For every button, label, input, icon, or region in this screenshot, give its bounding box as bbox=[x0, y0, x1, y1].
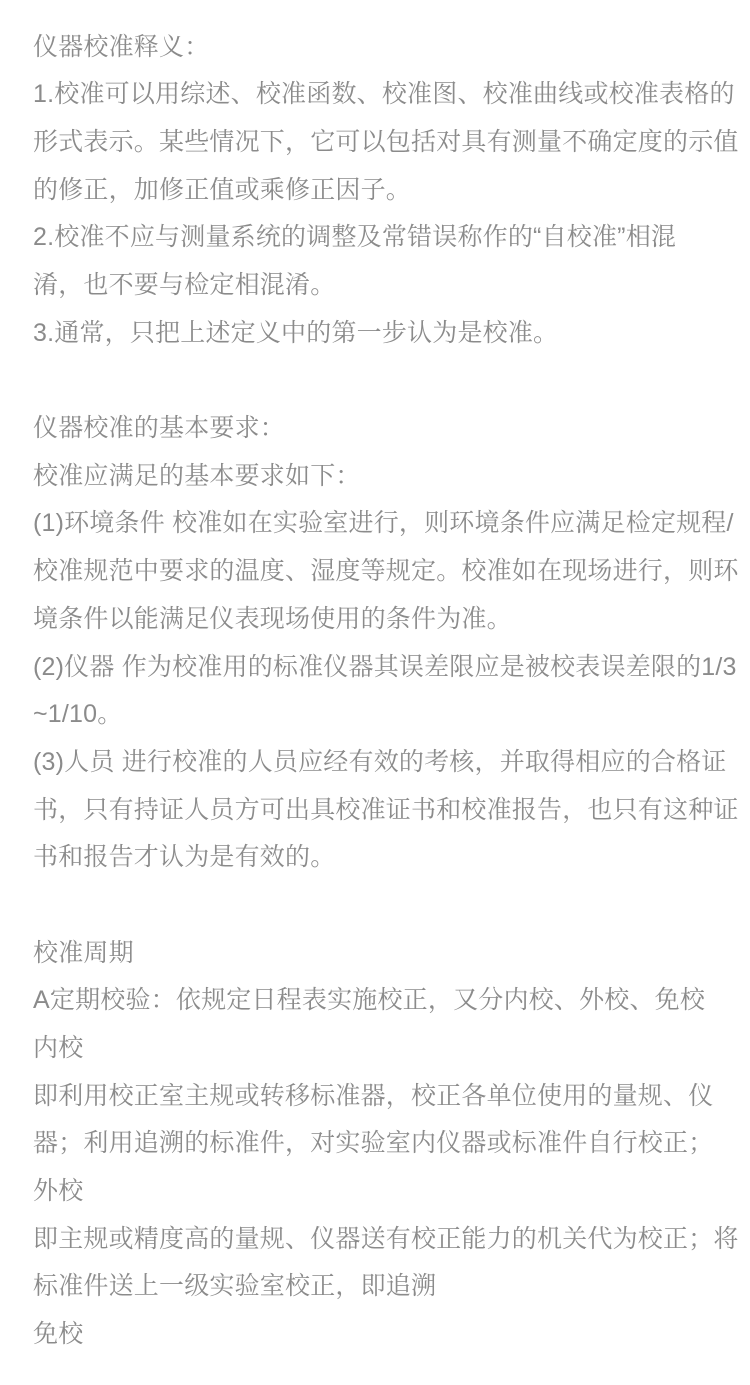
text-line: 3.通常，只把上述定义中的第一步认为是校准。 bbox=[33, 318, 559, 347]
section-calibration-cycle bbox=[33, 930, 739, 1359]
text-line: 2.校准不应与测量系统的调整及常错误称作的“自校准”相混 bbox=[33, 223, 677, 252]
text-line: 外校 bbox=[33, 1177, 84, 1206]
text-line: 淆，也不要与检定相混淆。 bbox=[33, 271, 336, 300]
text-line: A定期校验：依规定日程表实施校正，又分内校、外校、免校 bbox=[33, 986, 706, 1015]
text-line: 器；利用追溯的标准件，对实验室内仪器或标准件自行校正； bbox=[33, 1129, 714, 1158]
text-line: 仪器校准的基本要求： bbox=[33, 414, 286, 443]
text-line: 标准件送上一级实验室校正，即追溯 bbox=[33, 1272, 437, 1301]
text-line: 校准规范中要求的温度、湿度等规定。校准如在现场进行，则环 bbox=[33, 557, 739, 586]
text-line: 1.校准可以用综述、校准函数、校准图、校准曲线或校准表格的 bbox=[33, 80, 735, 109]
text-line: 的修正，加修正值或乘修正因子。 bbox=[33, 175, 412, 204]
text-line: 即利用校正室主规或转移标准器，校正各单位使用的量规、仪 bbox=[33, 1081, 714, 1110]
text-line: 境条件以能满足仪表现场使用的条件为准。 bbox=[33, 604, 512, 633]
text-line: 书和报告才认为是有效的。 bbox=[33, 843, 336, 872]
section-basic-requirements bbox=[33, 405, 739, 882]
text-line: (3)人员 进行校准的人员应经有效的考核，并取得相应的合格证 bbox=[33, 747, 727, 776]
text-line: 书，只有持证人员方可出具校准证书和校准报告，也只有这种证 bbox=[33, 795, 739, 824]
text-line: 即主规或精度高的量规、仪器送有校正能力的机关代为校正；将 bbox=[33, 1224, 739, 1253]
text-line: ~1/10。 bbox=[33, 700, 123, 729]
text-line: (1)环境条件 校准如在实验室进行，则环境条件应满足检定规程/ bbox=[33, 509, 734, 538]
text-line: 校准应满足的基本要求如下： bbox=[33, 461, 361, 490]
text-line: 内校 bbox=[33, 1034, 84, 1063]
section-calibration-definition bbox=[33, 24, 739, 358]
text-line: 免校 bbox=[33, 1320, 84, 1349]
text-line: 校准周期 bbox=[33, 938, 134, 967]
text-line: (2)仪器 作为校准用的标准仪器其误差限应是被校表误差限的1/3 bbox=[33, 652, 737, 681]
text-line: 仪器校准释义： bbox=[33, 32, 210, 61]
text-line: 形式表示。某些情况下，它可以包括对具有测量不确定度的示值 bbox=[33, 127, 739, 156]
